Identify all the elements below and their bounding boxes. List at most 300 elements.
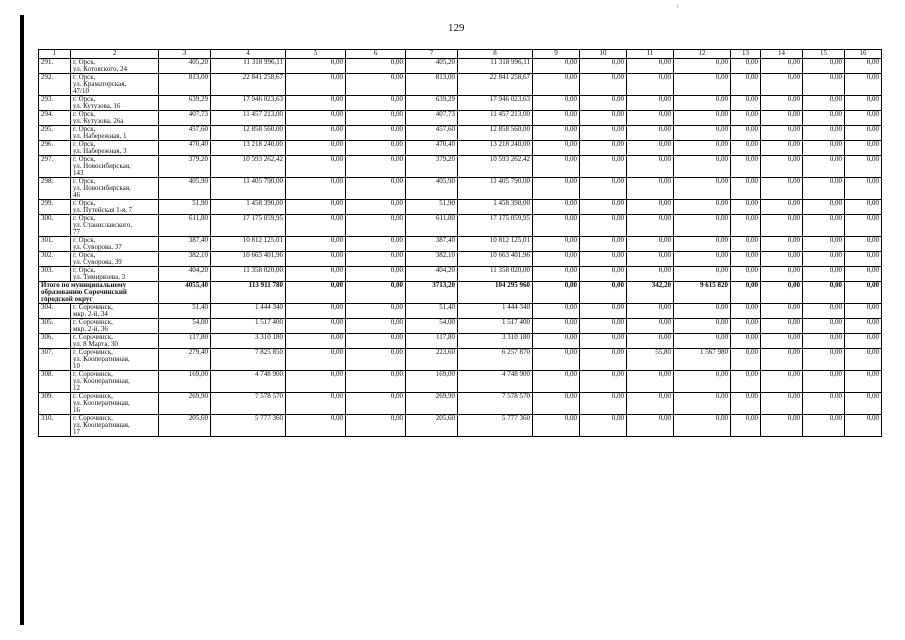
page-number: 129 (448, 22, 465, 34)
value-cell-c10: 0,00 (580, 334, 627, 349)
header-cell: 9 (533, 50, 580, 59)
value-cell-c13: 0,00 (731, 126, 761, 141)
value-cell-c16: 0,00 (845, 415, 882, 437)
value-cell-c4: 17 946 023,63 (211, 96, 286, 111)
value-cell-c6: 0,00 (346, 237, 406, 252)
header-cell: 4 (211, 50, 286, 59)
address-line: ул. 8 Марта, 30 (73, 340, 118, 348)
value-cell-c15: 0,00 (803, 319, 845, 334)
data-table (38, 49, 882, 437)
address-line: г. Орск, (73, 155, 96, 163)
value-cell-c3: 379,20 (159, 156, 211, 178)
value-cell-c7: 457,60 (406, 126, 458, 141)
table-row (39, 200, 882, 215)
value-cell-c10: 0,00 (580, 371, 627, 393)
value-cell-c12: 0,00 (674, 74, 731, 96)
address-cell (71, 178, 159, 200)
value-cell-c5: 0,00 (286, 252, 346, 267)
value-cell-c12: 0,00 (674, 371, 731, 393)
value-cell-c11: 0,00 (627, 371, 674, 393)
header-cell: 7 (406, 50, 458, 59)
value-cell-c6: 0,00 (346, 393, 406, 415)
value-cell-c10: 0,00 (580, 156, 627, 178)
value-cell-c9: 0,00 (533, 319, 580, 334)
value-cell-c6: 0,00 (346, 96, 406, 111)
value-cell-c16: 0,00 (845, 267, 882, 282)
value-cell-c5: 0,00 (286, 200, 346, 215)
total-value-c5: 0,00 (286, 282, 346, 304)
value-cell-c4: 1 444 340 (211, 304, 286, 319)
address-line: ул. Новосибирская, (73, 162, 131, 170)
value-cell-c14: 0,00 (761, 141, 803, 156)
value-cell-c3: 382,10 (159, 252, 211, 267)
header-cell: 6 (346, 50, 406, 59)
value-cell-c13: 0,00 (731, 215, 761, 237)
row-number: 308. (39, 371, 71, 393)
header-cell: 8 (458, 50, 533, 59)
value-cell-c15: 0,00 (803, 215, 845, 237)
value-cell-c7: 405,90 (406, 178, 458, 200)
value-cell-c4: 1 517 400 (211, 319, 286, 334)
value-cell-c7: 269,90 (406, 393, 458, 415)
value-cell-c9: 0,00 (533, 267, 580, 282)
value-cell-c16: 0,00 (845, 126, 882, 141)
value-cell-c3: 51,40 (159, 304, 211, 319)
value-cell-c12: 0,00 (674, 334, 731, 349)
value-cell-c3: 54,00 (159, 319, 211, 334)
value-cell-c4: 12 858 560,00 (211, 126, 286, 141)
value-cell-c4: 10 812 125,01 (211, 237, 286, 252)
address-line: ул. Кооперативная, (73, 399, 130, 407)
total-label-line: образованию Сорочинский (41, 288, 127, 296)
value-cell-c3: 51,90 (159, 200, 211, 215)
value-cell-c7: 169,00 (406, 371, 458, 393)
table-row (39, 349, 882, 371)
value-cell-c15: 0,00 (803, 141, 845, 156)
value-cell-c12: 0,00 (674, 267, 731, 282)
address-line: 17 (73, 428, 80, 436)
address-line: 16 (73, 406, 80, 414)
value-cell-c9: 0,00 (533, 59, 580, 74)
value-cell-c13: 0,00 (731, 111, 761, 126)
address-line: г. Орск, (73, 58, 96, 66)
row-number: 293. (39, 96, 71, 111)
address-line: ул. Кооперативная, (73, 355, 130, 363)
address-line: 143 (73, 169, 84, 177)
value-cell-c15: 0,00 (803, 74, 845, 96)
table-row (39, 371, 882, 393)
value-cell-c5: 0,00 (286, 334, 346, 349)
value-cell-c6: 0,00 (346, 111, 406, 126)
value-cell-c14: 0,00 (761, 334, 803, 349)
value-cell-c16: 0,00 (845, 96, 882, 111)
value-cell-c14: 0,00 (761, 96, 803, 111)
value-cell-c15: 0,00 (803, 126, 845, 141)
value-cell-c12: 0,00 (674, 126, 731, 141)
value-cell-c11: 0,00 (627, 74, 674, 96)
value-cell-c7: 223,60 (406, 349, 458, 371)
value-cell-c4: 3 310 180 (211, 334, 286, 349)
value-cell-c12: 0,00 (674, 178, 731, 200)
value-cell-c10: 0,00 (580, 141, 627, 156)
value-cell-c8: 17 946 023,63 (458, 96, 533, 111)
value-cell-c16: 0,00 (845, 304, 882, 319)
address-line: г. Сорочинск, (73, 370, 113, 378)
value-cell-c16: 0,00 (845, 178, 882, 200)
value-cell-c8: 11 405 790,00 (458, 178, 533, 200)
address-line: г. Сорочинск, (73, 318, 113, 326)
value-cell-c13: 0,00 (731, 156, 761, 178)
value-cell-c6: 0,00 (346, 334, 406, 349)
left-margin-bar (20, 15, 24, 625)
value-cell-c9: 0,00 (533, 371, 580, 393)
address-cell (71, 74, 159, 96)
row-number: 310. (39, 415, 71, 437)
value-cell-c4: 11 457 213,00 (211, 111, 286, 126)
value-cell-c3: 404,20 (159, 267, 211, 282)
value-cell-c12: 1 567 980 (674, 349, 731, 371)
address-line: ул. Станиславского, (73, 221, 133, 229)
header-cell: 12 (674, 50, 731, 59)
value-cell-c10: 0,00 (580, 96, 627, 111)
value-cell-c4: 1 458 390,00 (211, 200, 286, 215)
address-cell (71, 349, 159, 371)
value-cell-c11: 0,00 (627, 200, 674, 215)
corner-mark: ' (677, 4, 679, 13)
header-row (39, 50, 882, 59)
address-line: ул. Котовского, 24 (73, 65, 127, 73)
value-cell-c6: 0,00 (346, 415, 406, 437)
header-cell: 5 (286, 50, 346, 59)
total-value-c12: 9 615 820 (674, 282, 731, 304)
value-cell-c15: 0,00 (803, 393, 845, 415)
value-cell-c6: 0,00 (346, 371, 406, 393)
address-cell (71, 371, 159, 393)
total-value-c9: 0,00 (533, 282, 580, 304)
value-cell-c6: 0,00 (346, 267, 406, 282)
value-cell-c10: 0,00 (580, 111, 627, 126)
value-cell-c4: 10 663 401,96 (211, 252, 286, 267)
value-cell-c6: 0,00 (346, 252, 406, 267)
address-line: г. Орск, (73, 266, 96, 274)
value-cell-c14: 0,00 (761, 252, 803, 267)
value-cell-c8: 12 858 560,00 (458, 126, 533, 141)
row-number: 309. (39, 393, 71, 415)
address-line: ул. Новосибирская, (73, 184, 131, 192)
value-cell-c12: 0,00 (674, 393, 731, 415)
address-cell (71, 96, 159, 111)
table-row (39, 415, 882, 437)
header-cell: 13 (731, 50, 761, 59)
value-cell-c10: 0,00 (580, 74, 627, 96)
table-row (39, 334, 882, 349)
total-value-c8: 104 295 960 (458, 282, 533, 304)
value-cell-c15: 0,00 (803, 267, 845, 282)
table-row (39, 74, 882, 96)
address-cell (71, 215, 159, 237)
value-cell-c13: 0,00 (731, 304, 761, 319)
value-cell-c15: 0,00 (803, 59, 845, 74)
address-line: г. Орск, (73, 110, 96, 118)
value-cell-c11: 0,00 (627, 96, 674, 111)
value-cell-c3: 611,80 (159, 215, 211, 237)
address-cell (71, 267, 159, 282)
value-cell-c11: 0,00 (627, 156, 674, 178)
row-number: 299. (39, 200, 71, 215)
row-number: 296. (39, 141, 71, 156)
value-cell-c9: 0,00 (533, 252, 580, 267)
total-value-c3: 4055,40 (159, 282, 211, 304)
value-cell-c5: 0,00 (286, 349, 346, 371)
table-row (39, 319, 882, 334)
address-line: г. Сорочинск, (73, 303, 113, 311)
value-cell-c5: 0,00 (286, 319, 346, 334)
value-cell-c14: 0,00 (761, 267, 803, 282)
address-line: ул. Набережная, 3 (73, 147, 127, 155)
value-cell-c9: 0,00 (533, 126, 580, 141)
row-number: 292. (39, 74, 71, 96)
value-cell-c15: 0,00 (803, 96, 845, 111)
value-cell-c13: 0,00 (731, 267, 761, 282)
value-cell-c11: 0,00 (627, 237, 674, 252)
address-line: г. Орск, (73, 236, 96, 244)
value-cell-c15: 0,00 (803, 156, 845, 178)
value-cell-c3: 279,40 (159, 349, 211, 371)
value-cell-c16: 0,00 (845, 393, 882, 415)
value-cell-c12: 0,00 (674, 59, 731, 74)
address-line: г. Орск, (73, 95, 96, 103)
value-cell-c3: 405,20 (159, 59, 211, 74)
value-cell-c5: 0,00 (286, 415, 346, 437)
header-cell: 2 (71, 50, 159, 59)
value-cell-c15: 0,00 (803, 349, 845, 371)
header-cell: 16 (845, 50, 882, 59)
address-line: 12 (73, 384, 80, 392)
value-cell-c7: 382,10 (406, 252, 458, 267)
value-cell-c3: 169,00 (159, 371, 211, 393)
value-cell-c10: 0,00 (580, 237, 627, 252)
value-cell-c6: 0,00 (346, 319, 406, 334)
value-cell-c11: 0,00 (627, 334, 674, 349)
value-cell-c5: 0,00 (286, 237, 346, 252)
value-cell-c8: 13 218 240,00 (458, 141, 533, 156)
value-cell-c6: 0,00 (346, 126, 406, 141)
value-cell-c7: 407,73 (406, 111, 458, 126)
row-number: 302. (39, 252, 71, 267)
header-cell: 14 (761, 50, 803, 59)
value-cell-c16: 0,00 (845, 156, 882, 178)
address-line: г. Орск, (73, 73, 96, 81)
value-cell-c9: 0,00 (533, 215, 580, 237)
total-value-c15: 0,00 (803, 282, 845, 304)
value-cell-c16: 0,00 (845, 215, 882, 237)
total-value-c10: 0,00 (580, 282, 627, 304)
value-cell-c13: 0,00 (731, 141, 761, 156)
value-cell-c13: 0,00 (731, 393, 761, 415)
value-cell-c15: 0,00 (803, 111, 845, 126)
value-cell-c8: 11 358 020,00 (458, 267, 533, 282)
address-line: ул. Кооперативная, (73, 421, 130, 429)
value-cell-c12: 0,00 (674, 319, 731, 334)
address-cell (71, 126, 159, 141)
value-cell-c3: 387,40 (159, 237, 211, 252)
table-row (39, 156, 882, 178)
value-cell-c15: 0,00 (803, 371, 845, 393)
value-cell-c9: 0,00 (533, 111, 580, 126)
value-cell-c10: 0,00 (580, 304, 627, 319)
address-line: г. Орск, (73, 177, 96, 185)
address-cell (71, 319, 159, 334)
address-line: 47/10 (73, 87, 89, 95)
value-cell-c14: 0,00 (761, 349, 803, 371)
value-cell-c7: 404,20 (406, 267, 458, 282)
table-row (39, 111, 882, 126)
value-cell-c14: 0,00 (761, 74, 803, 96)
value-cell-c14: 0,00 (761, 237, 803, 252)
value-cell-c10: 0,00 (580, 215, 627, 237)
address-cell (71, 200, 159, 215)
value-cell-c15: 0,00 (803, 200, 845, 215)
address-cell (71, 156, 159, 178)
value-cell-c15: 0,00 (803, 237, 845, 252)
value-cell-c4: 7 825 850 (211, 349, 286, 371)
value-cell-c3: 269,90 (159, 393, 211, 415)
row-number: 291. (39, 59, 71, 74)
value-cell-c6: 0,00 (346, 74, 406, 96)
address-line: г. Сорочинск, (73, 414, 113, 422)
address-line: г. Орск, (73, 199, 96, 207)
value-cell-c11: 0,00 (627, 141, 674, 156)
value-cell-c3: 639,29 (159, 96, 211, 111)
value-cell-c7: 639,29 (406, 96, 458, 111)
address-cell (71, 393, 159, 415)
value-cell-c5: 0,00 (286, 59, 346, 74)
header-cell: 11 (627, 50, 674, 59)
address-cell (71, 252, 159, 267)
total-value-c6: 0,00 (346, 282, 406, 304)
value-cell-c5: 0,00 (286, 178, 346, 200)
value-cell-c10: 0,00 (580, 126, 627, 141)
value-cell-c14: 0,00 (761, 319, 803, 334)
table-row (39, 96, 882, 111)
value-cell-c6: 0,00 (346, 200, 406, 215)
table-row (39, 393, 882, 415)
address-cell (71, 59, 159, 74)
row-number: 304. (39, 304, 71, 319)
table-row (39, 267, 882, 282)
value-cell-c5: 0,00 (286, 74, 346, 96)
value-cell-c7: 611,80 (406, 215, 458, 237)
value-cell-c11: 0,00 (627, 215, 674, 237)
address-line: мкр. 2-й, 34 (73, 310, 108, 318)
value-cell-c13: 0,00 (731, 334, 761, 349)
value-cell-c9: 0,00 (533, 334, 580, 349)
address-line: г. Орск, (73, 140, 96, 148)
value-cell-c14: 0,00 (761, 200, 803, 215)
value-cell-c13: 0,00 (731, 96, 761, 111)
total-value-c16: 0,00 (845, 282, 882, 304)
value-cell-c13: 0,00 (731, 59, 761, 74)
address-line: 46 (73, 191, 80, 199)
value-cell-c16: 0,00 (845, 141, 882, 156)
address-line: ул. Кутузова, 26а (73, 117, 124, 125)
value-cell-c6: 0,00 (346, 178, 406, 200)
value-cell-c10: 0,00 (580, 59, 627, 74)
total-value-c7: 3713,20 (406, 282, 458, 304)
value-cell-c13: 0,00 (731, 371, 761, 393)
value-cell-c10: 0,00 (580, 252, 627, 267)
value-cell-c4: 22 841 258,67 (211, 74, 286, 96)
value-cell-c14: 0,00 (761, 156, 803, 178)
value-cell-c8: 10 663 401,96 (458, 252, 533, 267)
address-cell (71, 415, 159, 437)
value-cell-c3: 407,73 (159, 111, 211, 126)
address-cell (71, 141, 159, 156)
value-cell-c9: 0,00 (533, 304, 580, 319)
address-line: ул. Набережная, 1 (73, 132, 127, 140)
total-label-line: городской округ (41, 295, 93, 303)
value-cell-c13: 0,00 (731, 200, 761, 215)
value-cell-c5: 0,00 (286, 304, 346, 319)
value-cell-c14: 0,00 (761, 304, 803, 319)
header-cell: 15 (803, 50, 845, 59)
value-cell-c13: 0,00 (731, 74, 761, 96)
value-cell-c12: 0,00 (674, 96, 731, 111)
value-cell-c14: 0,00 (761, 111, 803, 126)
value-cell-c8: 1 444 340 (458, 304, 533, 319)
value-cell-c14: 0,00 (761, 215, 803, 237)
value-cell-c15: 0,00 (803, 415, 845, 437)
value-cell-c12: 0,00 (674, 304, 731, 319)
value-cell-c13: 0,00 (731, 319, 761, 334)
value-cell-c8: 7 578 570 (458, 393, 533, 415)
value-cell-c11: 55,80 (627, 349, 674, 371)
row-number: 300. (39, 215, 71, 237)
value-cell-c4: 13 218 240,00 (211, 141, 286, 156)
value-cell-c8: 3 310 180 (458, 334, 533, 349)
value-cell-c4: 11 318 996,11 (211, 59, 286, 74)
value-cell-c10: 0,00 (580, 393, 627, 415)
value-cell-c9: 0,00 (533, 96, 580, 111)
value-cell-c9: 0,00 (533, 141, 580, 156)
value-cell-c5: 0,00 (286, 141, 346, 156)
value-cell-c3: 813,00 (159, 74, 211, 96)
value-cell-c7: 51,40 (406, 304, 458, 319)
value-cell-c9: 0,00 (533, 74, 580, 96)
value-cell-c14: 0,00 (761, 178, 803, 200)
value-cell-c8: 4 748 900 (458, 371, 533, 393)
value-cell-c16: 0,00 (845, 349, 882, 371)
address-cell (71, 237, 159, 252)
table-row (39, 178, 882, 200)
value-cell-c12: 0,00 (674, 215, 731, 237)
total-label (39, 282, 159, 304)
value-cell-c11: 0,00 (627, 267, 674, 282)
value-cell-c7: 470,40 (406, 141, 458, 156)
header-cell: 3 (159, 50, 211, 59)
value-cell-c12: 0,00 (674, 200, 731, 215)
value-cell-c9: 0,00 (533, 200, 580, 215)
address-line: г. Орск, (73, 125, 96, 133)
address-line: ул. Краматорская, (73, 80, 127, 88)
value-cell-c8: 6 257 870 (458, 349, 533, 371)
value-cell-c5: 0,00 (286, 111, 346, 126)
value-cell-c12: 0,00 (674, 141, 731, 156)
value-cell-c7: 54,00 (406, 319, 458, 334)
value-cell-c8: 22 841 258,67 (458, 74, 533, 96)
value-cell-c5: 0,00 (286, 126, 346, 141)
row-number: 306. (39, 334, 71, 349)
